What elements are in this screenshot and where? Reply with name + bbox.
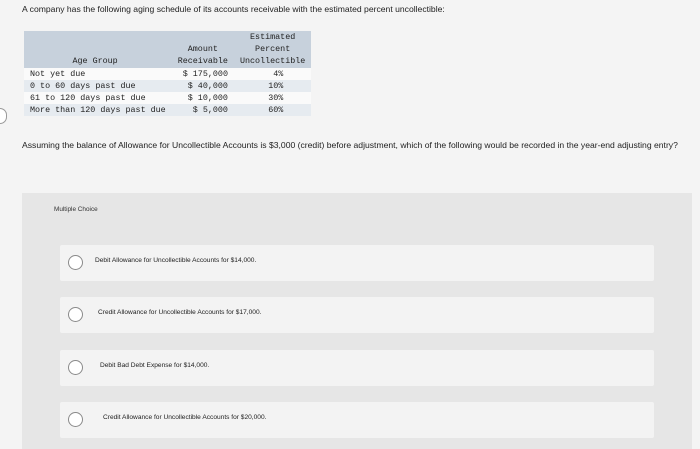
header-estimated-percent-uncollectible: Estimated Percent Uncollectible: [239, 32, 306, 67]
multiple-choice-label: Multiple Choice: [54, 206, 98, 213]
question-prompt: Assuming the balance of Allowance for Uncollectible Accounts is $3,000 (credit) before adjustment, which of the following would be recorded in the year-end adjusting entry?: [22, 140, 678, 150]
age-group-cell: 0 to 60 days past due: [30, 80, 136, 91]
answer-option-4[interactable]: [60, 402, 654, 438]
amount-cell: $ 10,000: [187, 93, 228, 104]
multiple-choice-panel: [22, 193, 692, 449]
answer-option-2[interactable]: [60, 297, 654, 333]
table-header-row: [24, 31, 311, 68]
answer-option-text: Credit Allowance for Uncollectible Accounts for $17,000.: [98, 309, 262, 316]
table-row: [24, 68, 311, 80]
radio-button[interactable]: [68, 255, 83, 270]
side-bookmark-tab[interactable]: [0, 108, 7, 124]
answer-option-text: Debit Bad Debt Expense for $14,000.: [100, 362, 210, 369]
radio-button[interactable]: [68, 360, 83, 375]
table-row: [24, 80, 311, 92]
percent-cell: 60%: [268, 105, 284, 116]
amount-cell: $ 5,000: [192, 105, 228, 116]
age-group-cell: 61 to 120 days past due: [30, 93, 146, 104]
age-group-cell: Not yet due: [30, 68, 86, 79]
age-group-cell: More than 120 days past due: [30, 105, 166, 116]
aging-schedule-table: [24, 31, 311, 116]
table-row: [24, 92, 311, 104]
question-text: A company has the following aging schedule of its accounts receivable with the estimated percent uncollectible:: [22, 4, 445, 14]
amount-cell: $ 40,000: [187, 80, 228, 91]
percent-cell: 30%: [268, 93, 284, 104]
radio-button[interactable]: [68, 307, 83, 322]
radio-button[interactable]: [68, 412, 83, 427]
answer-option-3[interactable]: [60, 350, 654, 386]
answer-option-1[interactable]: [60, 245, 654, 281]
answer-option-text: Debit Allowance for Uncollectible Accounts for $14,000.: [95, 257, 257, 264]
percent-cell: 10%: [268, 80, 284, 91]
answer-option-text: Credit Allowance for Uncollectible Accounts for $20,000.: [103, 414, 267, 421]
table-row: [24, 104, 311, 116]
header-amount-receivable: Amount Receivable: [177, 44, 228, 67]
header-age-group: Age Group: [72, 56, 118, 67]
percent-cell: 4%: [273, 68, 284, 79]
amount-cell: $ 175,000: [182, 68, 228, 79]
